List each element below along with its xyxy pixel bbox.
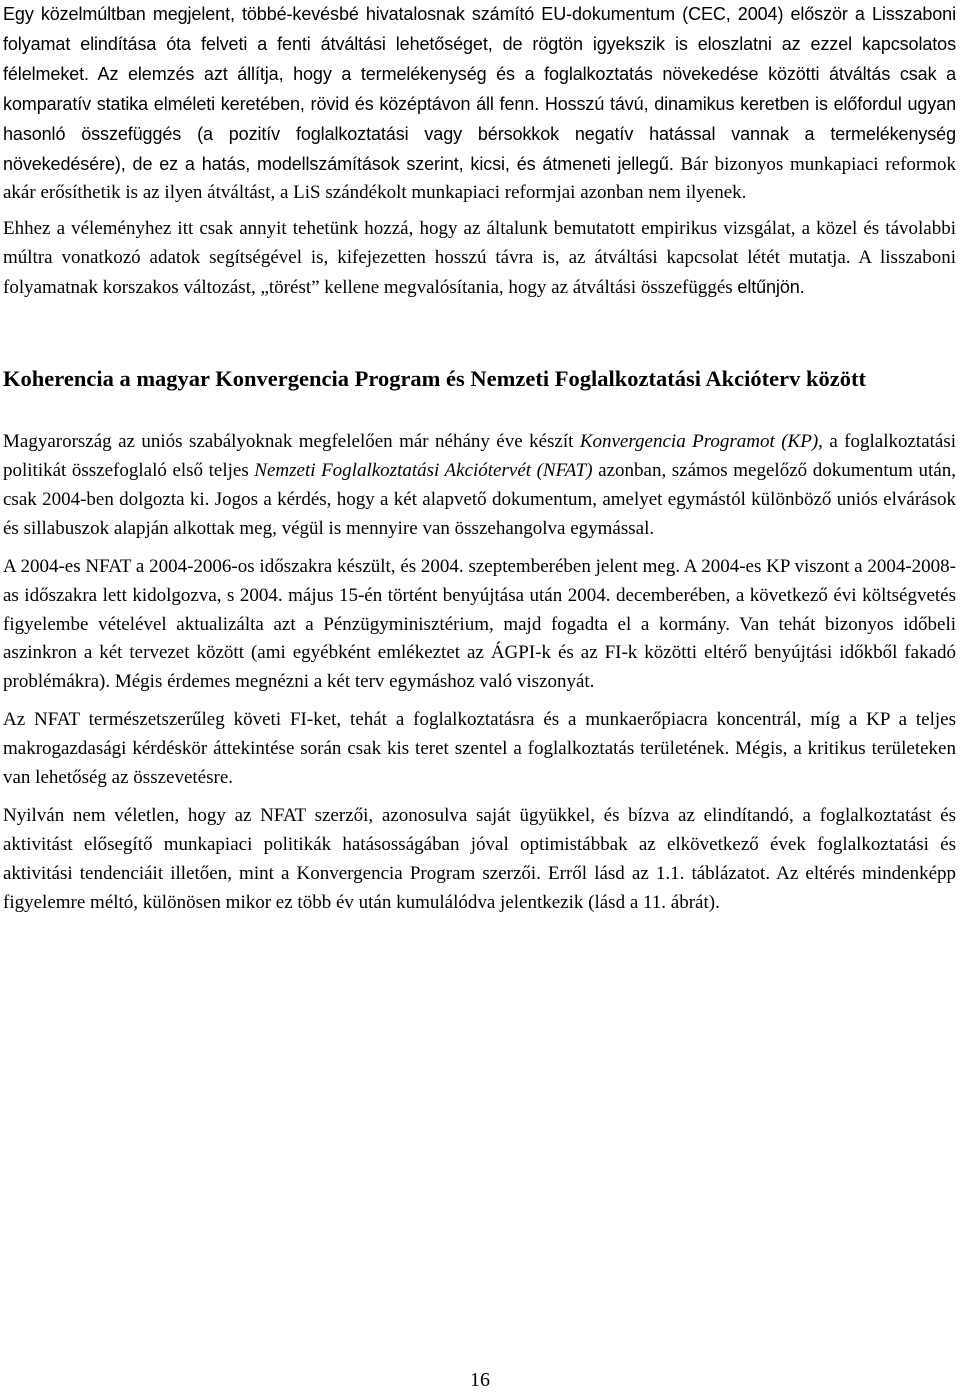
paragraph-opinion-sans-part: eltűnjön. — [737, 277, 805, 298]
paragraph-eu-document-sans-part: Egy közelmúltban megjelent, többé-kevésbé hivatalosnak számító EU-dokumentum (CEC, 2004) először a Lisszaboni folyamat elindítása óta felveti a fenti átváltási lehetőséget, de rögtön igyekszik is eloszlatni az ezzel kapcsolatos félelmeket. Az elemzés azt állítja, hogy a termelékenység és a foglalkoztatás növekedése közötti átváltás csak a komparatív statika elméleti keretében, rövid és középtávon áll fenn. Hosszú távú, dinamikus keretben is előfordul ugyan hasonló összefüggés (a pozitív foglalkoztatási vagy bérsokkok negatív hatással vannak a termelékenység növekedésére), de ez a hatás, modellszámítások szerint, kicsi, és átmeneti jellegű. — [3, 4, 956, 174]
paragraph-eu-document-serif-part: Bár bizonyos munkapiaci reformok akár erősíthetik is az ilyen átváltást, a LiS szándékolt munkapiaci reformjai azonban nem ilyenek. — [3, 153, 956, 204]
paragraph-opinion — [3, 215, 956, 303]
section-heading: Koherencia a magyar Konvergencia Program és Nemzeti Foglalkoztatási Akcióterv között — [3, 366, 866, 392]
paragraph-hungary-kp-nfat — [3, 428, 956, 544]
page-number: 16 — [470, 1369, 490, 1391]
paragraph-timeline: A 2004-es NFAT a 2004-2006-os időszakra készült, és 2004. szeptemberében jelent meg. A 2004-es KP viszont a 2004-2008-as időszakra lett kidolgozva, s 2004. május 15-én történt benyújtása után 2004. decemberében, a következő évi költségvetés figyelembe vételével aktualizálta azt a Pénzügyminisztérium, majd fogadta el a kormány. Van tehát bizonyos időbeli aszinkron a két tervezet között (ami egyébként emlékeztet az ÁGPI-k és az FI-k közötti eltérő benyújtási időkből fakadó problémákra). Mégis érdemes megnézni a két terv egymáshoz való viszonyát. — [3, 555, 956, 693]
paragraph-hungary-text-1: Magyarország az uniós szabályoknak megfelelően már néhány éve készít — [3, 431, 574, 453]
paragraph-nfat-focus: Az NFAT természetszerűleg követi FI-ket, tehát a foglalkoztatásra és a munkaerőpiacra koncentrál, míg a KP a teljes makrogazdasági kérdéskör áttekintése során csak kis teret szentel a foglalkoztatás területének. Mégis, a kritikus területeken van lehetőség az összevetésre. — [3, 709, 956, 789]
document-page — [3, 0, 956, 918]
paragraph-opinion-serif-part: Ehhez a véleményhez itt csak annyit tehetünk hozzá, hogy az általunk bemutatott empirikus vizsgálat, a közel és távolabbi múltra vonatkozó adatok segítségével is, kifejezetten hosszú távra is, az átváltási kapcsolat létét mutatja. A lisszaboni folyamatnak korszakos változást, „törést” kellene megvalósítania, hogy az átváltási összefüggés — [3, 218, 956, 299]
paragraph-optimism: Nyilván nem véletlen, hogy az NFAT szerzői, azonosulva saját ügyükkel, és bízva az elindítandó, a foglalkoztatást és aktivitást elősegítő munkapiaci politikák hatásosságában jóval optimistábbak az elkövetkező évek foglalkoztatási és aktivitási tendenciáit illetően, mint a Konvergencia Program szerzői. Erről lásd az 1.1. táblázatot. Az eltérés mindenképp figyelemre méltó, különösen mikor ez több év után kumulálódva jelentkezik (lásd a 11. ábrát). — [3, 804, 956, 913]
paragraph-hungary-text-2: a foglalkoztatási politikát összefoglaló első teljes — [3, 431, 957, 481]
paragraph-hungary-text-3: azonban, számos megelőző dokumentum után, csak 2004-ben dolgozta ki. Jogos a kérdés, hogy a két alapvető dokumentum, amelyet egymástól különböző uniós elvárások és sillabuszok alapján alkottak meg, végül is mennyire van összehangolva egymással. — [3, 459, 956, 539]
kp-title-italic: Konvergencia Programot (KP), — [579, 431, 823, 453]
nfat-title-italic: Nemzeti Foglalkoztatási Akciótervét (NFAT) — [254, 459, 593, 481]
paragraph-eu-document — [3, 0, 956, 208]
